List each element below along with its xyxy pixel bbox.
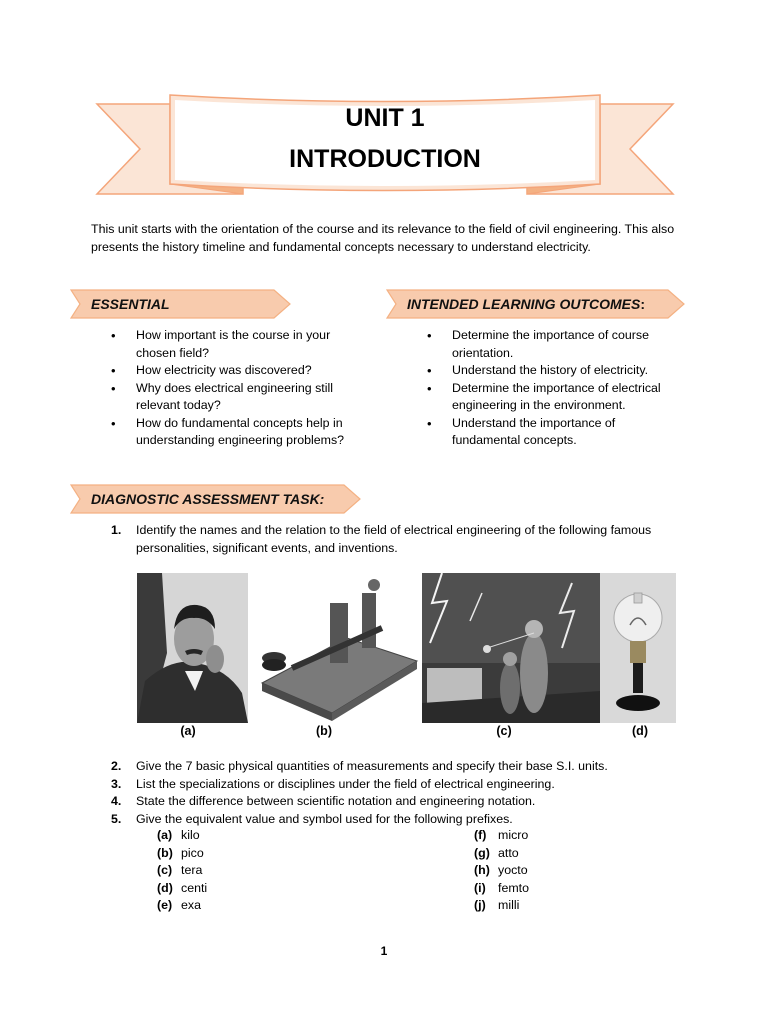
outcomes-heading-colon: :	[640, 296, 646, 312]
prefix-name: pico	[181, 845, 204, 860]
question-text: List the specializations or disciplines under the field of electrical engineering.	[136, 776, 555, 791]
caption-c: (c)	[496, 724, 512, 738]
outcomes-heading-text: INTENDED LEARNING OUTCOMES	[407, 296, 641, 312]
prefix-letter: (e)	[157, 898, 173, 913]
prefix-letter: (j)	[474, 898, 486, 913]
prefix-name: kilo	[181, 828, 200, 842]
prefix-item	[474, 827, 529, 845]
list-item: • Understand the importance of fundamental concepts.	[427, 415, 677, 450]
prefix-letter: (h)	[474, 863, 490, 878]
photo-c-kite-experiment	[422, 573, 600, 723]
list-item: • Determine the importance of electrical engineering in the environment.	[427, 380, 677, 415]
question-number: 5.	[111, 811, 122, 826]
prefix-name: exa	[181, 898, 201, 913]
list-item: • Why does electrical engineering still relevant today?	[111, 380, 356, 415]
prefix-name: atto	[498, 845, 519, 860]
prefix-name: centi	[181, 880, 208, 895]
telegraph-image	[252, 573, 422, 723]
list-item: • How do fundamental concepts help in understanding engineering problems?	[111, 415, 356, 450]
prefix-item	[157, 845, 207, 863]
portrait-image	[137, 573, 248, 723]
photo-a-portrait	[137, 573, 248, 723]
question-number: 2.	[111, 759, 122, 773]
prefix-letter: (d)	[157, 880, 173, 895]
prefix-letter: (f)	[474, 828, 487, 842]
prefix-letter: (a)	[157, 828, 173, 842]
list-item: • How important is the course in your chosen field?	[111, 327, 356, 362]
diagnostic-heading: DIAGNOSTIC ASSESSMENT TASK:	[91, 491, 325, 507]
prefix-item	[157, 827, 207, 845]
question-item	[111, 758, 691, 776]
question-text: Give the 7 basic physical quantities of measurements and specify their base S.I. units.	[136, 759, 608, 773]
prefix-letter: (c)	[157, 863, 173, 878]
prefix-name: milli	[498, 898, 520, 913]
question-number: 4.	[111, 794, 122, 808]
caption-d: (d)	[632, 724, 648, 738]
question-text: State the difference between scientific notation and engineering notation.	[136, 794, 536, 808]
essential-list	[111, 327, 356, 450]
unit-subtitle: INTRODUCTION	[289, 145, 481, 173]
question-item	[111, 522, 681, 557]
photo-b-telegraph	[252, 573, 422, 723]
prefix-list-right	[474, 827, 529, 915]
prefix-name: micro	[498, 828, 529, 842]
prefix-name: femto	[498, 880, 529, 895]
question-item	[111, 811, 691, 829]
caption-b: (b)	[316, 724, 332, 738]
unit-title: UNIT 1	[345, 104, 425, 132]
kite-experiment-image	[422, 573, 600, 723]
list-item: • Determine the importance of course orientation.	[427, 327, 677, 362]
prefix-item	[157, 897, 207, 915]
prefix-item	[474, 880, 529, 898]
prefix-letter: (i)	[474, 880, 486, 895]
outcomes-heading	[407, 296, 645, 312]
prefix-item	[474, 897, 529, 915]
light-bulb-image	[600, 573, 676, 723]
prefix-item	[157, 862, 207, 880]
question-item	[111, 776, 691, 794]
question-list	[111, 758, 691, 828]
prefix-name: yocto	[498, 863, 528, 878]
prefix-item	[157, 880, 207, 898]
question-1-list	[111, 522, 681, 557]
prefix-letter: (g)	[474, 845, 490, 860]
caption-a: (a)	[180, 724, 196, 738]
prefix-letter: (b)	[157, 845, 173, 860]
photo-d-light-bulb	[600, 573, 676, 723]
prefix-list-left	[157, 827, 207, 915]
prefix-name: tera	[181, 863, 203, 878]
prefix-item	[474, 845, 529, 863]
prefix-item	[474, 862, 529, 880]
intro-paragraph: This unit starts with the orientation of the course and its relevance to the field of civil engineering. This also presents the history timeline and fundamental concepts necessary to understand electricity.	[91, 222, 675, 254]
essential-heading: ESSENTIAL	[91, 296, 170, 312]
page-number: 1	[380, 944, 388, 958]
question-text: Identify the names and the relation to the field of electrical engineering of the following famous personalities, significant events, and inventions.	[136, 523, 652, 555]
question-item	[111, 793, 691, 811]
question-number: 3.	[111, 776, 122, 791]
question-number: 1.	[111, 523, 122, 537]
outcomes-list	[427, 327, 677, 450]
list-item: • Understand the history of electricity.	[427, 362, 677, 380]
list-item: • How electricity was discovered?	[111, 362, 356, 380]
question-text: Give the equivalent value and symbol used for the following prefixes.	[136, 811, 513, 826]
